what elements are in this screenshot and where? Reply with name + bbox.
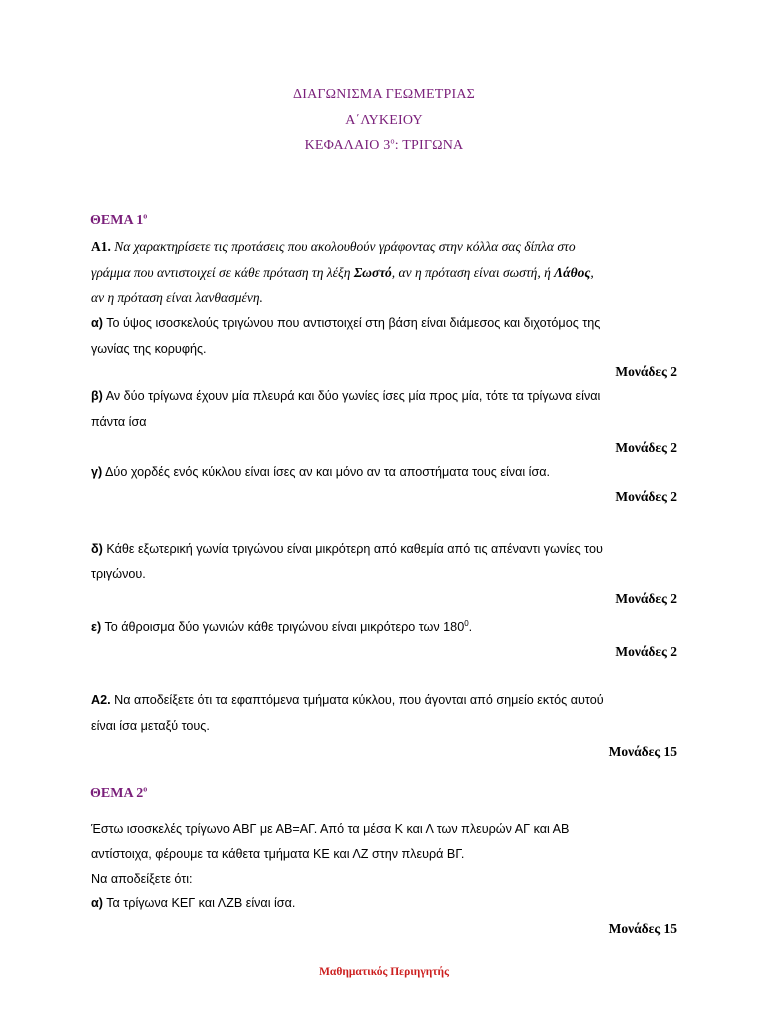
item-e-line1: ε) Το άθροισμα δύο γωνιών κάθε τριγώνου είναι μικρότερο των $180^0$. xyxy=(91,618,473,634)
theme2-line2: αντίστοιχα, φέρουμε τα κάθετα τμήματα ΚΕ και ΛΖ στην πλευρά ΒΓ. xyxy=(91,847,465,861)
item-a-line1: α) Το ύψος ισοσκελούς τριγώνου που αντιστοιχεί στη βάση είναι διάμεσος και διχοτόμος της xyxy=(91,316,601,330)
item-d-line1: δ) Κάθε εξωτερική γωνία τριγώνου είναι μικρότερη από καθεμία από τις απέναντι γωνίες του xyxy=(91,542,603,556)
a1-line2: γράμμα που αντιστοιχεί σε κάθε πρόταση τη λέξη Σωστό, αν η πρόταση είναι σωστή, ή Λάθος, xyxy=(91,265,594,280)
exam-class: Α΄ΛΥΚΕΙΟΥ xyxy=(345,113,423,128)
page-footer: Μαθηματικός Περιηγητής xyxy=(319,966,449,978)
theme2-line3: Να αποδείξετε ότι: xyxy=(91,872,193,886)
item-b-line1: β) Αν δύο τρίγωνα έχουν μία πλευρά και δύο γωνίες ίσες μία προς μία, τότε τα τρίγωνα είναι xyxy=(91,389,601,403)
exam-chapter: ΚΕΦΑΛΑΙΟ $3^o$: ΤΡΙΓΩΝΑ xyxy=(304,136,464,153)
item-d-line2: τριγώνου. xyxy=(91,567,146,581)
item-b-marks: Μονάδες 2 xyxy=(615,440,677,455)
a2-line1: Α2. Να αποδείξετε ότι τα εφαπτόμενα τμήματα κύκλου, που άγονται από σημείο εκτός αυτού xyxy=(91,693,604,707)
item-d-marks: Μονάδες 2 xyxy=(615,591,677,606)
item-a-marks: Μονάδες 2 xyxy=(615,364,677,379)
a2-line2: είναι ίσα μεταξύ τους. xyxy=(91,719,210,733)
theme1-heading: ΘΕΜΑ $1^o$ xyxy=(90,211,148,228)
item-b-line2: πάντα ίσα xyxy=(91,415,147,429)
theme2-heading: ΘΕΜΑ $2^o$ xyxy=(90,784,148,801)
a2-marks: Μονάδες 15 xyxy=(608,744,677,759)
a1-line3: αν η πρόταση είναι λανθασμένη. xyxy=(91,290,263,305)
item-a-line2: γωνίας της κορυφής. xyxy=(91,342,207,356)
exam-title: ΔΙΑΓΩΝΙΣΜΑ ΓΕΩΜΕΤΡΙΑΣ xyxy=(293,87,475,102)
theme2-item-a-marks: Μονάδες 15 xyxy=(608,921,677,936)
item-e-marks: Μονάδες 2 xyxy=(615,644,677,659)
a1-line1: Α1. Να χαρακτηρίσετε τις προτάσεις που ακολουθούν γράφοντας στην κόλλα σας δίπλα στο xyxy=(91,239,576,254)
theme2-line1: Έστω ισοσκελές τρίγωνο ΑΒΓ με ΑΒ=ΑΓ. Από τα μέσα Κ και Λ των πλευρών ΑΓ και ΑΒ xyxy=(91,822,570,836)
item-c-line1: γ) Δύο χορδές ενός κύκλου είναι ίσες αν και μόνο αν τα αποστήματα τους είναι ίσα. xyxy=(91,465,551,479)
theme2-item-a: α) Τα τρίγωνα ΚΕΓ και ΛΖΒ είναι ίσα. xyxy=(91,896,296,910)
item-c-marks: Μονάδες 2 xyxy=(615,489,677,504)
